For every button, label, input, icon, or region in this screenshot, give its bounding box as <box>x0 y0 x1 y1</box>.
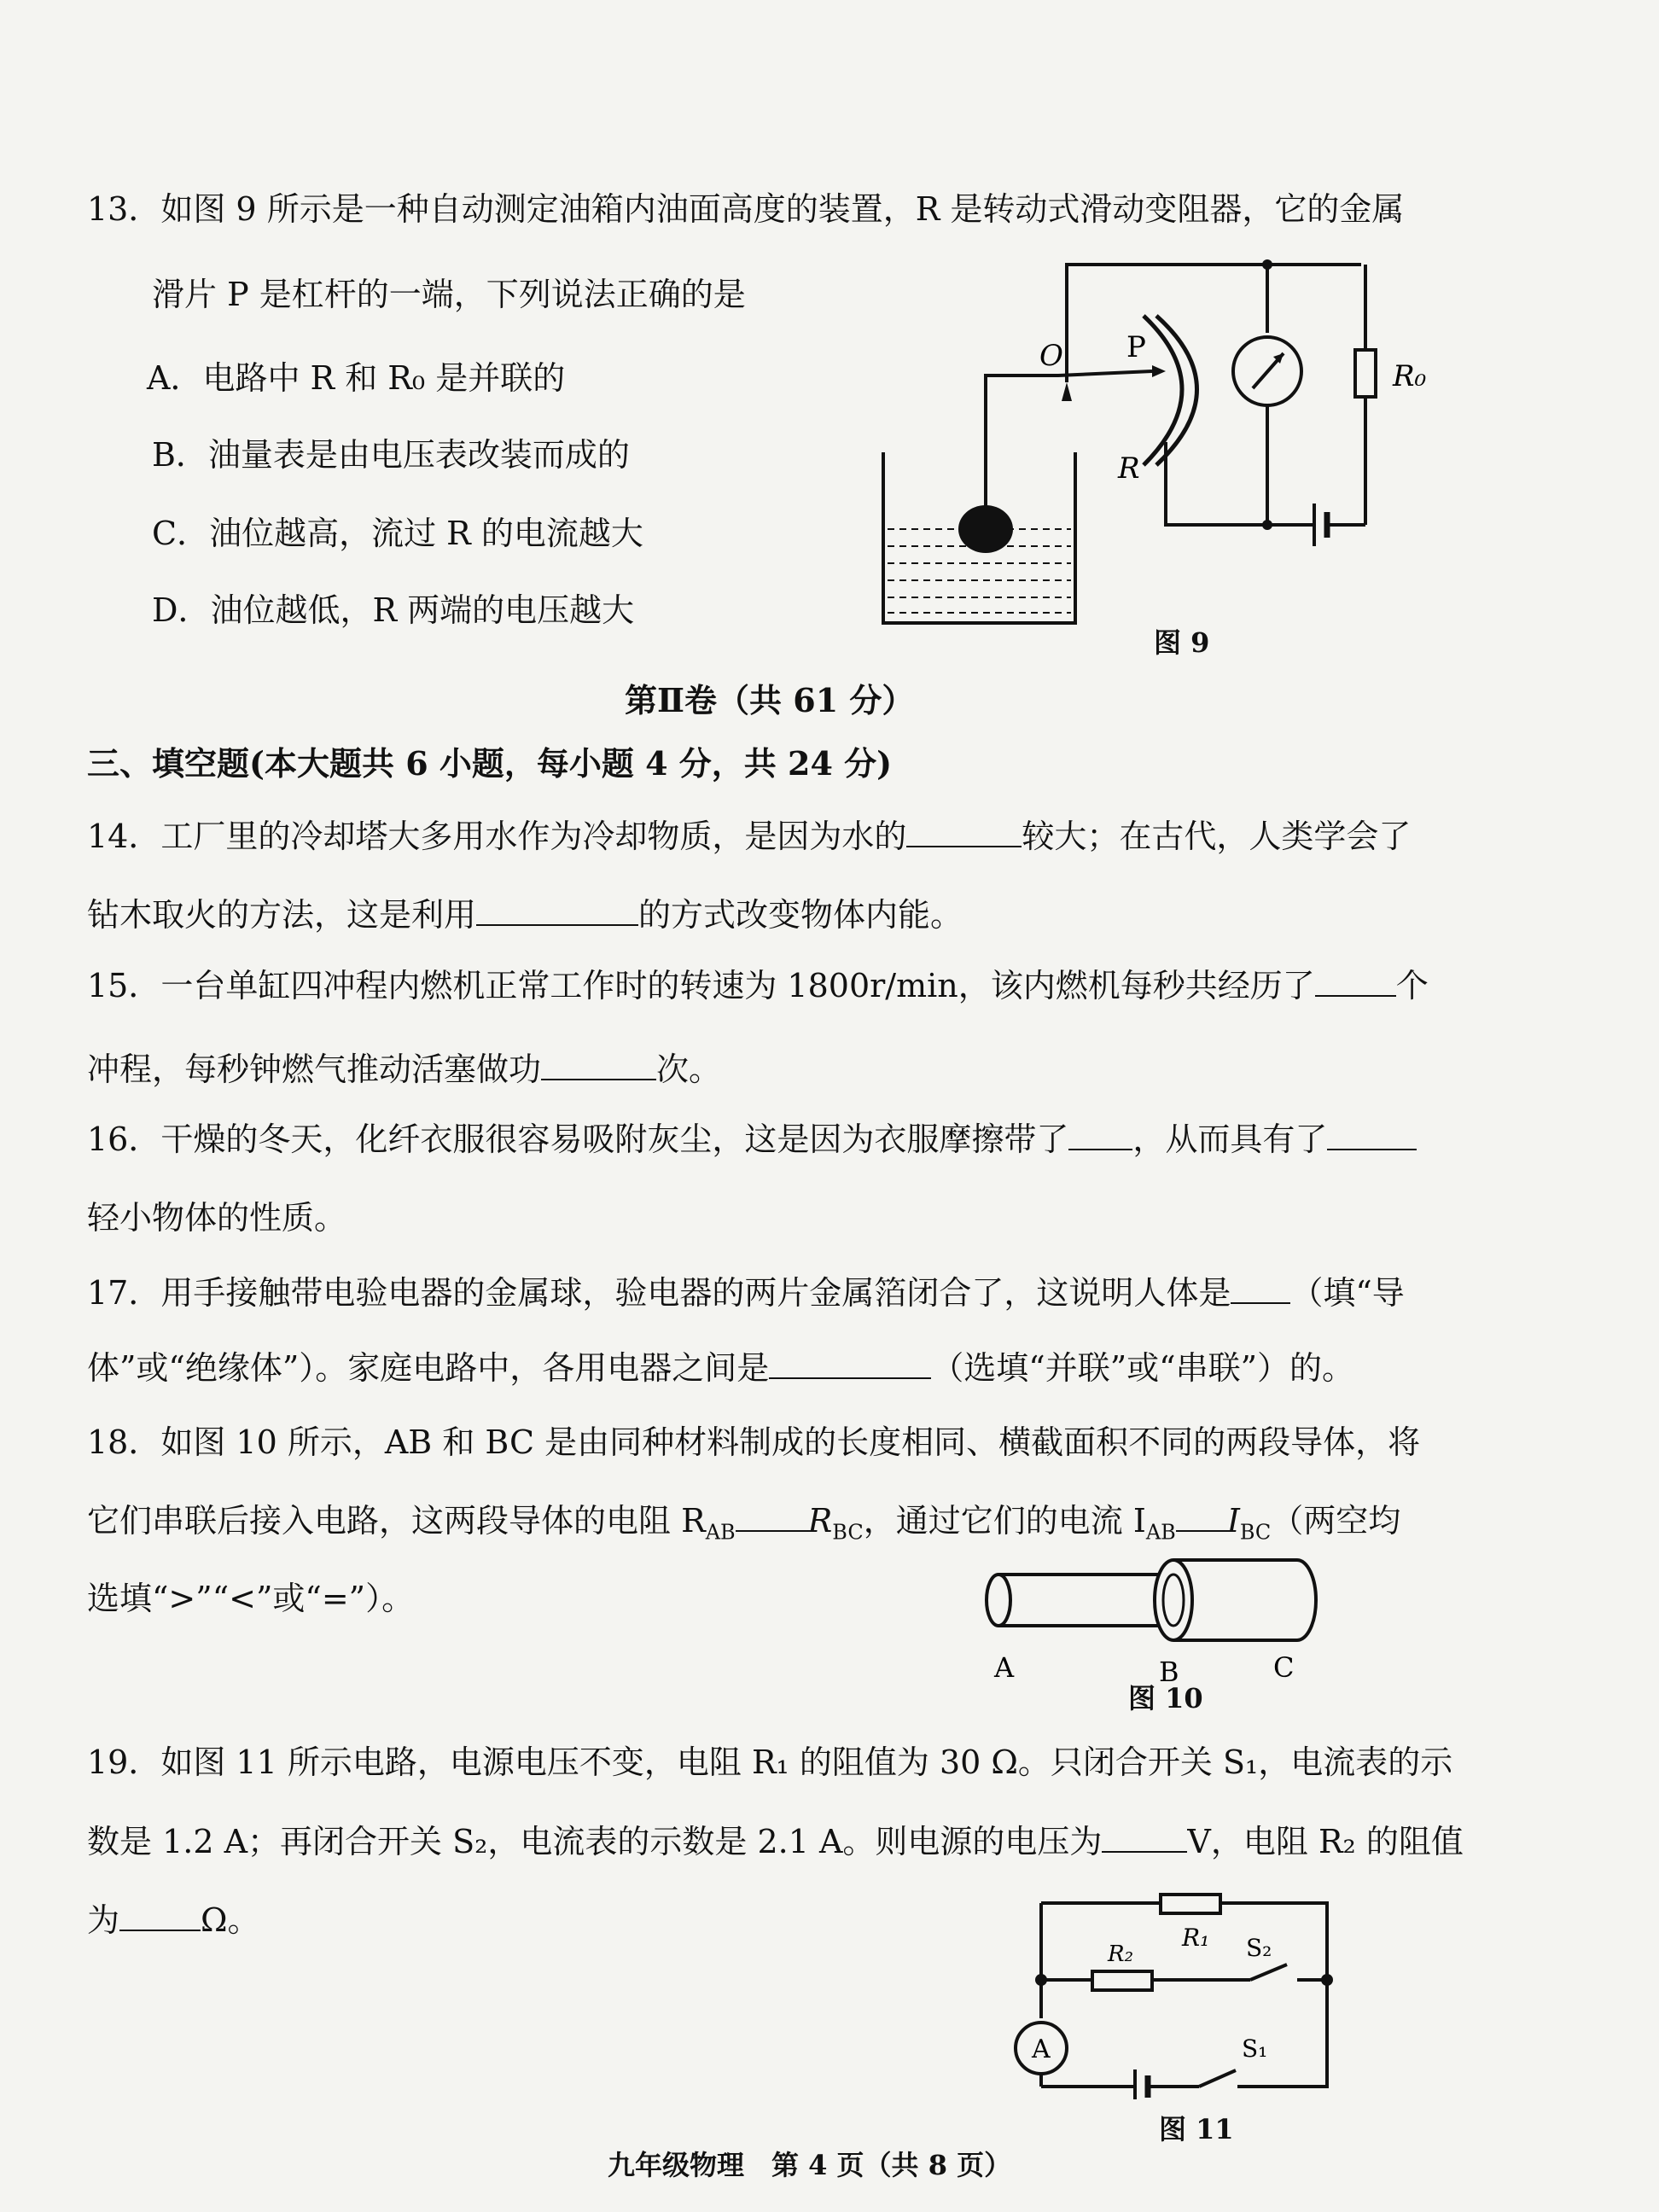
q19-text-b: 数是 1.2 A；再闭合开关 S₂，电流表的示数是 2.1 A。则电源的电压为 <box>87 1823 1103 1860</box>
section-heading: 三、填空题(本大题共 6 小题，每小题 4 分，共 24 分) <box>87 744 893 783</box>
q19-text-c: V，电阻 R₂ 的阻值 <box>1187 1823 1464 1860</box>
q16-text-a: 16．干燥的冬天，化纤衣服很容易吸附灰尘，这是因为衣服摩擦带了 <box>87 1121 1069 1158</box>
q15-text-c: 冲程，每秒钟燃气推动活塞做功 <box>87 1051 542 1088</box>
q14-text-b: 较大；在古代，人类学会了 <box>1022 818 1412 855</box>
q13-option-b: B．油量表是由电压表改装而成的 <box>152 436 630 474</box>
q14-line2 <box>87 894 963 936</box>
q15-text-b: 个 <box>1395 967 1429 1004</box>
q18-sub-ab: AB <box>705 1520 736 1545</box>
figure-9-caption: 图 9 <box>1154 626 1210 659</box>
q18-line1: 18．如图 10 所示，AB 和 BC 是由同种材料制成的长度相同、横截面积不同的两段导体，将 <box>87 1423 1421 1461</box>
r-label: R <box>1118 451 1140 486</box>
figure-11-caption: 图 11 <box>1159 2113 1234 2145</box>
q18-blank-2[interactable] <box>1176 1499 1227 1532</box>
q13-option-a: A．电路中 R 和 R₀ 是并联的 <box>147 359 566 397</box>
figure-10-caption: 图 10 <box>1128 1682 1203 1714</box>
q15-text-d: 次。 <box>656 1051 722 1088</box>
q18-text-e: I <box>1226 1502 1240 1540</box>
q18-blank-1[interactable] <box>736 1499 808 1532</box>
q19-blank-2[interactable] <box>119 1899 201 1931</box>
r1-label: R₁ <box>1182 1924 1210 1952</box>
q16-line2: 轻小物体的性质。 <box>87 1199 347 1237</box>
q19-line2 <box>87 1820 1464 1863</box>
s1-label: S₁ <box>1242 2034 1268 2063</box>
r2-label: R₂ <box>1108 1941 1133 1967</box>
q15-line2 <box>87 1048 721 1091</box>
q18-line3: 选填“>”“<”或“=”）。 <box>87 1580 415 1617</box>
section-title: 第Ⅱ卷（共 61 分） <box>625 681 915 719</box>
q15-blank-1[interactable] <box>1315 964 1396 997</box>
label-c: C <box>1273 1651 1295 1684</box>
p-label: P <box>1126 330 1146 364</box>
q18-sub-bc: BC <box>832 1520 864 1545</box>
q14-blank-2[interactable] <box>476 894 638 926</box>
q17-line2 <box>87 1347 1354 1389</box>
q18-text-b: 它们串联后接入电路，这两段导体的电阻 R <box>87 1502 706 1540</box>
q18-sub-iab: AB <box>1145 1520 1176 1545</box>
q17-blank-2[interactable] <box>769 1347 931 1379</box>
o-label: O <box>1039 339 1063 373</box>
q13-line2: 滑片 P 是杠杆的一端，下列说法正确的是 <box>152 276 746 313</box>
figure-11-circuit-diagram <box>1007 1886 1348 2099</box>
q15-text-a: 15．一台单缸四冲程内燃机正常工作时的转速为 1800r/min，该内燃机每秒共经历了 <box>87 967 1315 1004</box>
q14-text-d: 的方式改变物体内能。 <box>638 896 963 934</box>
q13-option-c: C．油位越高，流过 R 的电流越大 <box>152 515 643 552</box>
q14-line1 <box>87 815 1411 858</box>
q14-blank-1[interactable] <box>906 815 1022 847</box>
q19-blank-1[interactable] <box>1102 1820 1187 1853</box>
q17-blank-1[interactable] <box>1231 1272 1290 1304</box>
q18-text-c: R <box>807 1502 833 1540</box>
label-b: B <box>1159 1656 1179 1688</box>
s2-label: S₂ <box>1246 1934 1272 1962</box>
q19-text-e: Ω。 <box>201 1901 260 1939</box>
figure-9-oil-gauge-diagram <box>862 247 1442 649</box>
q18-text-d: ，通过它们的电流 I <box>863 1502 1146 1540</box>
q14-text-c: 钻木取火的方法，这是利用 <box>87 896 477 934</box>
q17-text-d: （选填“并联”或“串联”）的。 <box>931 1349 1355 1387</box>
q18-text-f: （两空均 <box>1271 1502 1401 1540</box>
q19-line3 <box>87 1899 260 1941</box>
q16-line1 <box>87 1118 1417 1161</box>
q17-text-c: 体”或“绝缘体”）。家庭电路中，各用电器之间是 <box>87 1349 770 1387</box>
q17-text-a: 17．用手接触带电验电器的金属球，验电器的两片金属箔闭合了，这说明人体是 <box>87 1274 1231 1312</box>
figure-10-conductor-diagram <box>973 1553 1331 1690</box>
q18-sub-ibc: BC <box>1239 1520 1272 1545</box>
q14-text-a: 14．工厂里的冷却塔大多用水作为冷却物质，是因为水的 <box>87 818 907 855</box>
q15-line1 <box>87 964 1429 1007</box>
q17-text-b: （填“导 <box>1290 1274 1405 1312</box>
q16-blank-1[interactable] <box>1068 1118 1132 1150</box>
q16-blank-2[interactable] <box>1327 1118 1417 1150</box>
q19-line1: 19．如图 11 所示电路，电源电压不变，电阻 R₁ 的阻值为 30 Ω。只闭合开关 S₁，电流表的示 <box>87 1743 1453 1781</box>
q19-text-d: 为 <box>87 1901 120 1939</box>
q13-line1: 13．如图 9 所示是一种自动测定油箱内油面高度的装置，R 是转动式滑动变阻器，它的金属 <box>87 190 1405 228</box>
q18-line2 <box>87 1499 1400 1554</box>
page-footer: 九年级物理 第 4 页（共 8 页） <box>608 2149 1012 2181</box>
q15-blank-2[interactable] <box>541 1048 656 1080</box>
ammeter-label: A <box>1032 2034 1051 2064</box>
r0-label: R₀ <box>1393 359 1427 393</box>
label-a: A <box>994 1651 1015 1684</box>
q17-line1 <box>87 1272 1405 1314</box>
q13-option-d: D．油位越低，R 两端的电压越大 <box>152 591 635 629</box>
q16-text-b: ，从而具有了 <box>1132 1121 1328 1158</box>
